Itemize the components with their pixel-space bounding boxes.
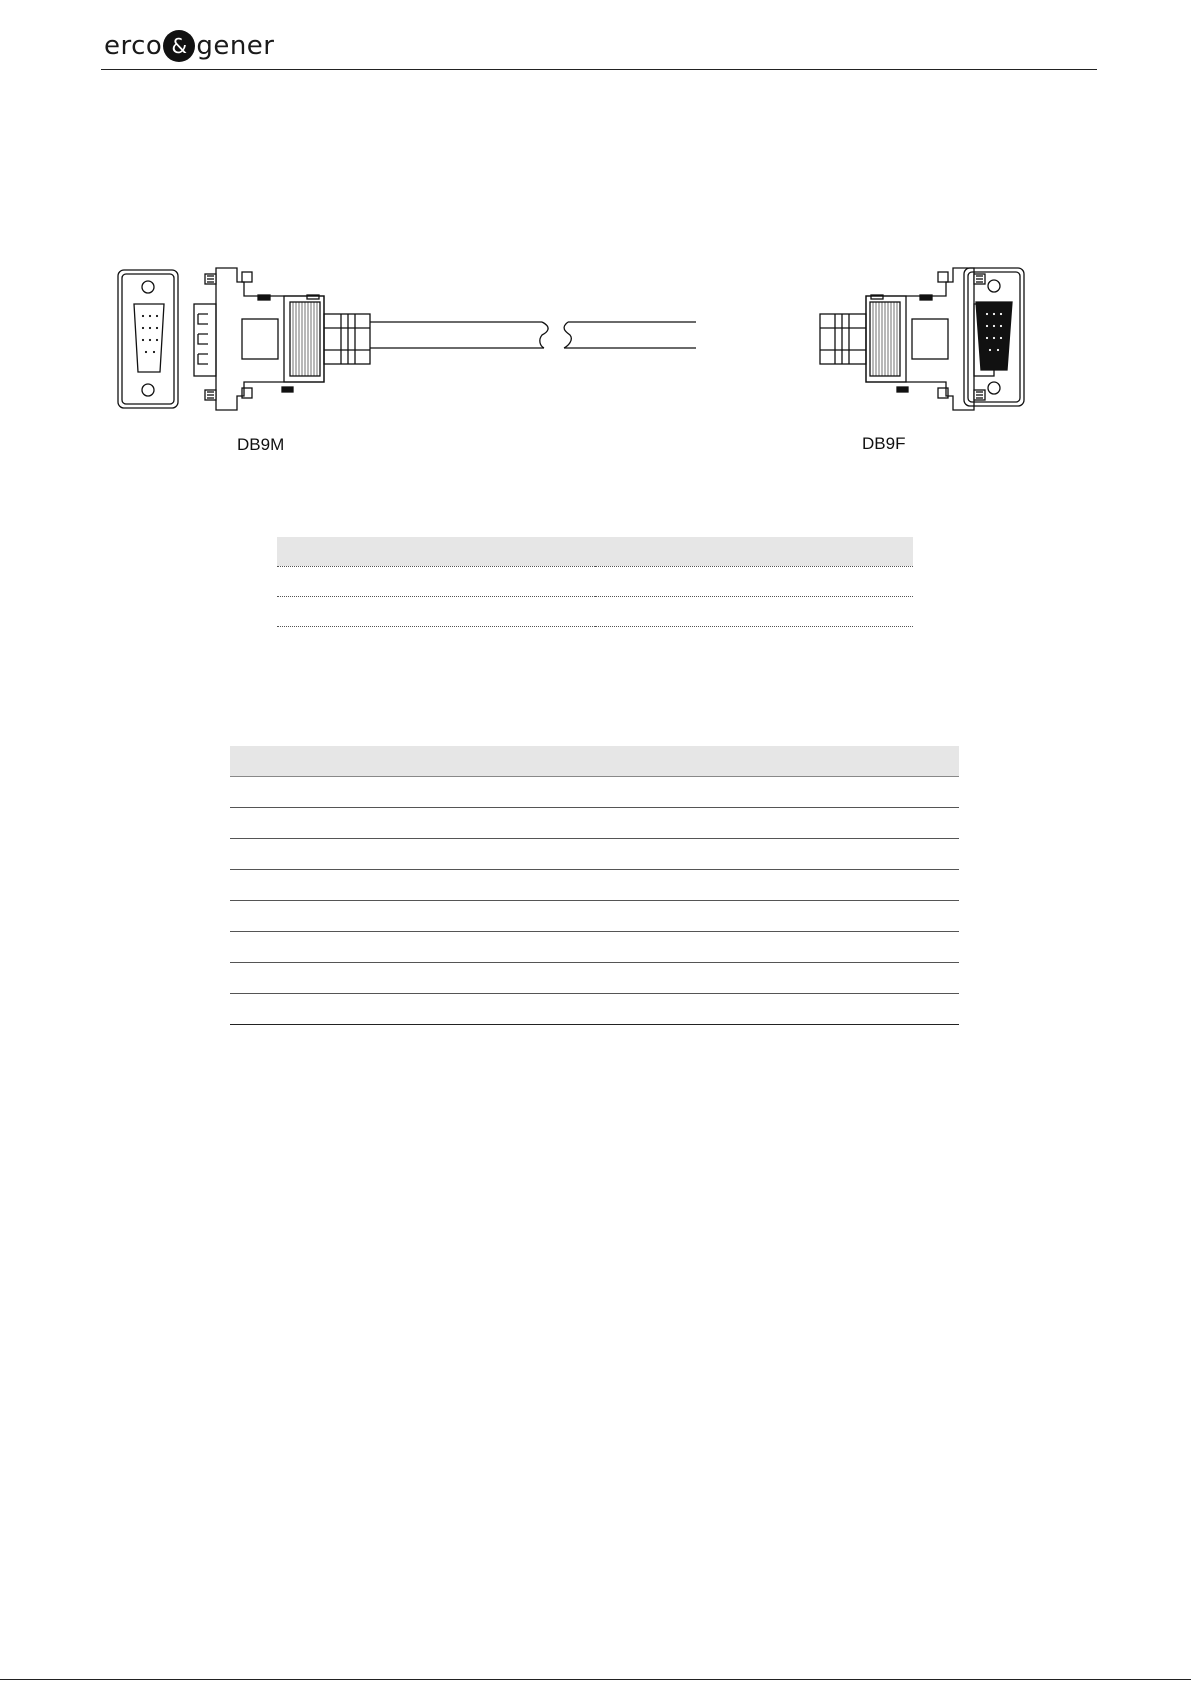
table-cell bbox=[277, 566, 595, 596]
table-cell bbox=[595, 596, 913, 626]
table-header-cell bbox=[277, 537, 595, 566]
db9f-label: DB9F bbox=[862, 434, 906, 453]
table-cell bbox=[230, 993, 373, 1024]
table-cell bbox=[680, 838, 959, 869]
table-row bbox=[230, 931, 959, 962]
table-row bbox=[230, 962, 959, 993]
pinout-table bbox=[230, 746, 959, 1025]
footer-divider bbox=[0, 1679, 1191, 1680]
table-cell bbox=[230, 807, 373, 838]
table-cell bbox=[373, 900, 680, 931]
table-cell bbox=[373, 838, 680, 869]
table-row bbox=[277, 566, 913, 596]
table-cell bbox=[373, 807, 680, 838]
table-cell bbox=[230, 931, 373, 962]
table-header-row bbox=[230, 746, 959, 776]
company-logo bbox=[104, 30, 275, 66]
table-cell bbox=[277, 596, 595, 626]
cable-spec-table bbox=[277, 537, 913, 627]
table-cell bbox=[373, 869, 680, 900]
table-cell bbox=[680, 807, 959, 838]
table-row bbox=[230, 900, 959, 931]
table-header-row bbox=[277, 537, 913, 566]
table-cell bbox=[373, 931, 680, 962]
table-cell bbox=[680, 993, 959, 1024]
db9-cable-diagram bbox=[112, 262, 1027, 412]
table-header-cell bbox=[230, 746, 373, 776]
logo-text-gener: gener bbox=[196, 31, 275, 61]
table-header-cell bbox=[595, 537, 913, 566]
table-cell bbox=[680, 962, 959, 993]
table-cell bbox=[230, 869, 373, 900]
table-row bbox=[277, 596, 913, 626]
db9m-face-view bbox=[118, 270, 178, 408]
table-cell bbox=[680, 776, 959, 807]
table-header-cell bbox=[373, 746, 680, 776]
db9f-face-view bbox=[964, 268, 1024, 406]
table-row bbox=[230, 993, 959, 1024]
table-cell bbox=[230, 962, 373, 993]
table-cell bbox=[680, 931, 959, 962]
table-cell bbox=[373, 962, 680, 993]
table-cell bbox=[230, 776, 373, 807]
table-row bbox=[230, 776, 959, 807]
table-cell bbox=[230, 838, 373, 869]
db9m-connector-body bbox=[194, 268, 370, 410]
table-cell bbox=[373, 993, 680, 1024]
table-cell bbox=[595, 566, 913, 596]
table-cell bbox=[680, 900, 959, 931]
table-row bbox=[230, 807, 959, 838]
table-cell bbox=[230, 900, 373, 931]
table-row bbox=[230, 838, 959, 869]
table-row bbox=[230, 869, 959, 900]
table-cell bbox=[680, 869, 959, 900]
db9m-label: DB9M bbox=[237, 435, 285, 454]
logo-text-erco: erco bbox=[104, 31, 163, 61]
table-cell bbox=[373, 776, 680, 807]
cable bbox=[370, 322, 696, 348]
logo-ampersand-badge: & bbox=[163, 30, 195, 62]
table-header-cell bbox=[680, 746, 959, 776]
header-divider bbox=[101, 69, 1097, 70]
